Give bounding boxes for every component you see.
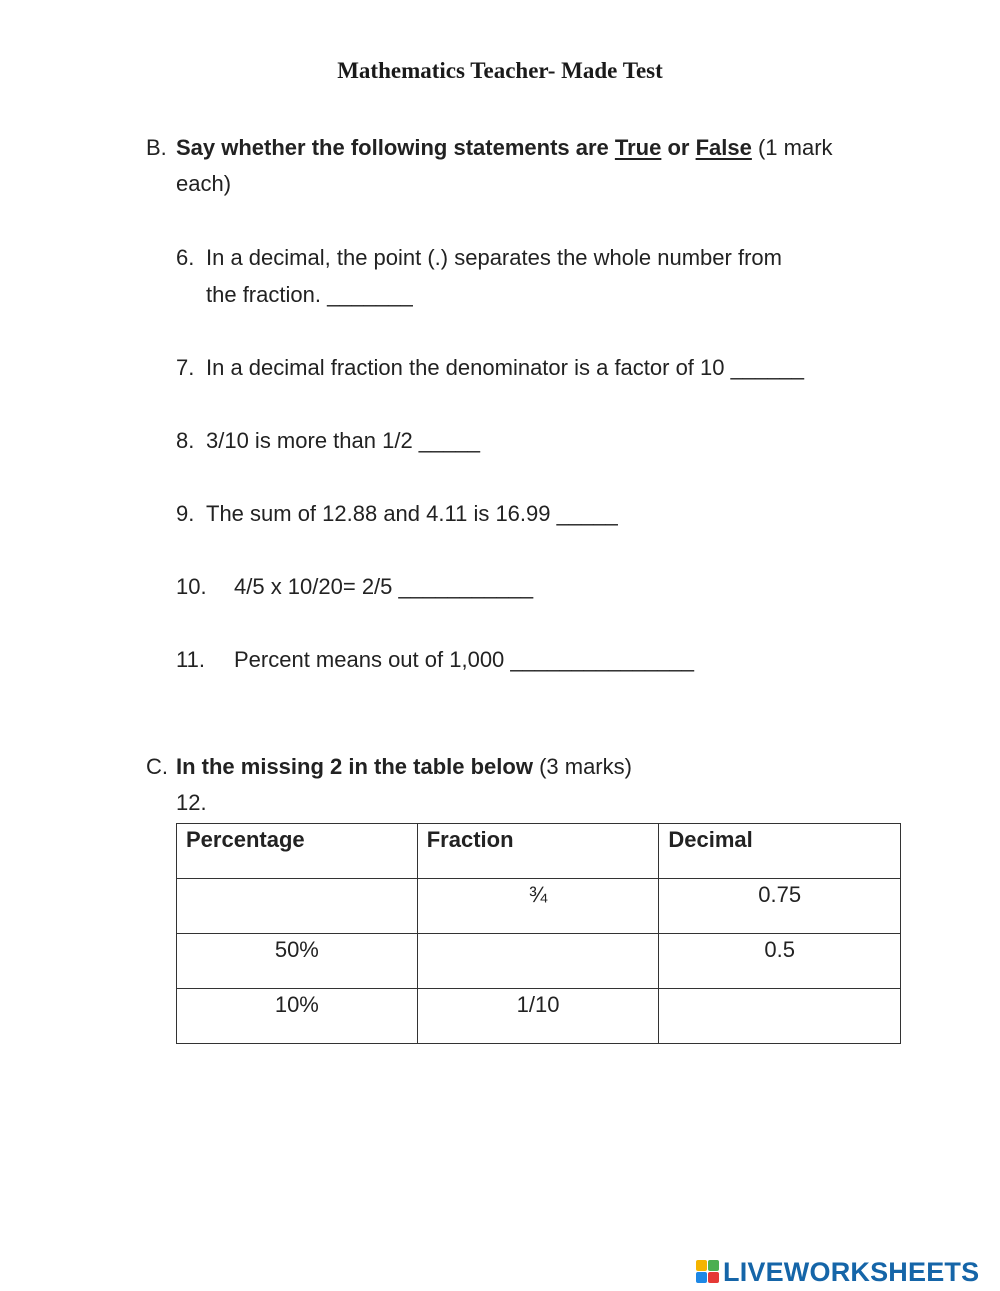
question-text[interactable]: 3/10 is more than 1/2 _____	[206, 428, 480, 453]
table-row	[177, 934, 901, 989]
question-12-number: 12.	[176, 790, 207, 815]
cell-fraction: ¾	[417, 879, 659, 934]
header-decimal: Decimal	[659, 824, 901, 879]
section-c-marker: C.	[146, 754, 168, 779]
question-number: 11.	[176, 647, 205, 672]
question-text: In a decimal, the point (.) separates the whole number from	[206, 245, 782, 270]
instruction-bold-text: Say whether the following statements are	[176, 135, 615, 160]
question-number: 8.	[176, 428, 195, 453]
question-11	[176, 641, 694, 678]
cell-percentage[interactable]	[177, 879, 418, 934]
question-number: 10.	[176, 574, 207, 599]
cell-fraction: 1/10	[417, 989, 659, 1044]
true-word: True	[614, 135, 662, 160]
cell-percentage: 10%	[177, 989, 418, 1044]
question-text[interactable]: The sum of 12.88 and 4.11 is 16.99 _____	[206, 501, 618, 526]
header-percentage: Percentage	[177, 824, 418, 879]
section-b-marker: B.	[146, 135, 167, 160]
table-row	[177, 879, 901, 934]
cell-decimal: 0.5	[659, 934, 901, 989]
table-row	[177, 989, 901, 1044]
question-number: 6.	[176, 245, 195, 270]
question-text[interactable]: 4/5 x 10/20= 2/5 ___________	[234, 574, 534, 599]
logo-text: LIVEWORKSHEETS	[723, 1256, 980, 1287]
or-word: or	[661, 135, 696, 160]
false-word: False	[695, 135, 752, 160]
question-number: 7.	[176, 355, 195, 380]
page-title: Mathematics Teacher- Made Test	[337, 58, 663, 83]
marks-note-cont: each)	[176, 171, 232, 196]
cell-decimal[interactable]	[659, 989, 901, 1044]
question-6	[176, 239, 782, 313]
question-text-cont[interactable]: the fraction. _______	[206, 282, 413, 307]
section-c	[146, 749, 632, 785]
liveworksheets-logo	[696, 1257, 979, 1287]
cell-fraction[interactable]	[417, 934, 659, 989]
blocks-icon	[696, 1260, 720, 1284]
question-number: 9.	[176, 501, 195, 526]
question-7	[176, 349, 804, 386]
instruction-bold-text: In the missing 2 in the table below	[176, 754, 533, 779]
question-text[interactable]: In a decimal fraction the denominator is a factor of 10 ______	[206, 355, 805, 380]
marks-note: (1 mark	[751, 135, 833, 160]
question-8	[176, 422, 480, 459]
section-c-instruction	[176, 749, 632, 785]
section-b	[146, 130, 833, 202]
header-fraction: Fraction	[417, 824, 659, 879]
question-10	[176, 568, 533, 605]
cell-percentage: 50%	[177, 934, 418, 989]
cell-decimal: 0.75	[659, 879, 901, 934]
conversion-table	[176, 823, 901, 1044]
marks-note: (3 marks)	[532, 754, 632, 779]
section-b-instruction	[176, 130, 833, 202]
question-text[interactable]: Percent means out of 1,000 _______________	[234, 647, 694, 672]
table-header-row	[177, 824, 901, 879]
question-9	[176, 495, 618, 532]
